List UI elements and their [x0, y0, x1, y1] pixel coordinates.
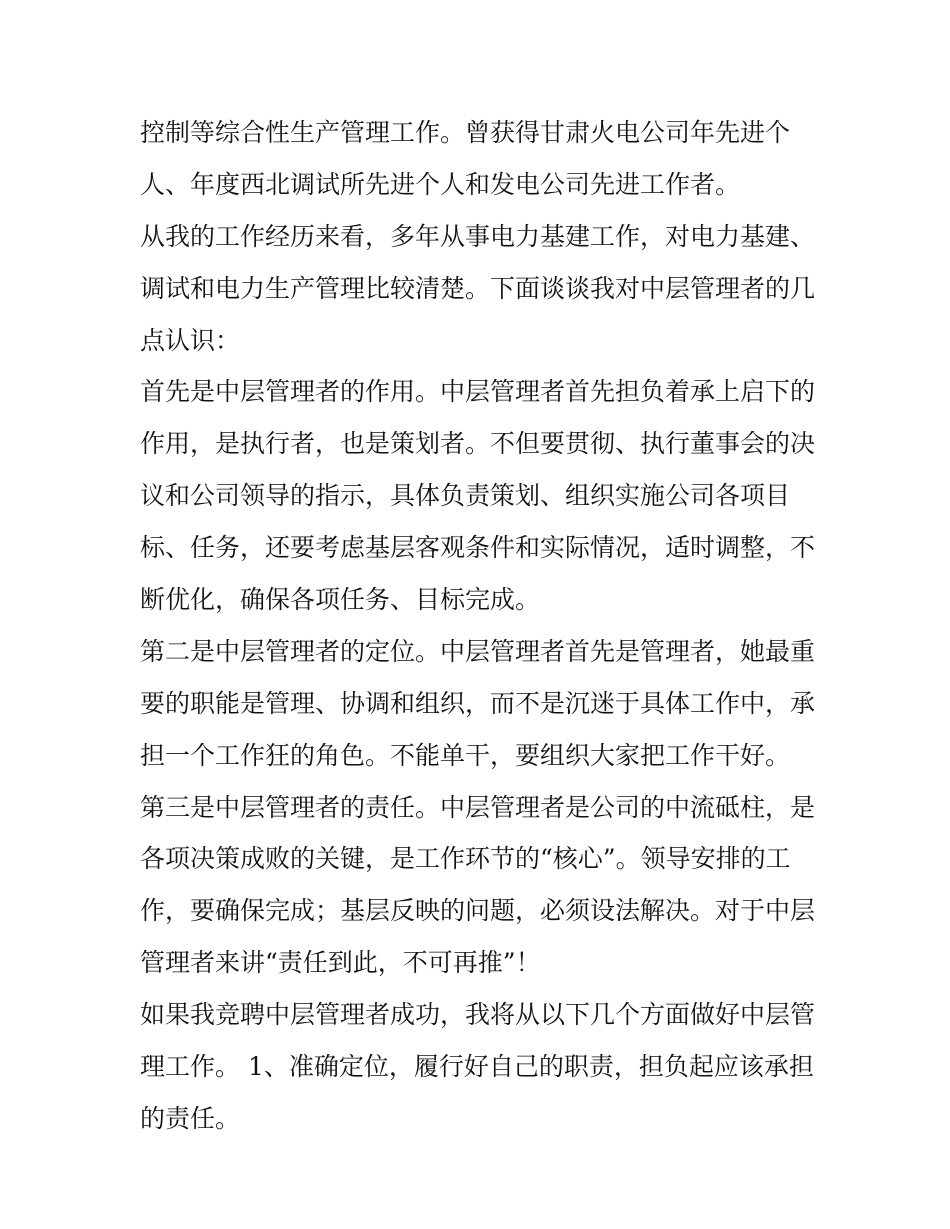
text-line: 点认识：: [140, 325, 241, 355]
text-line: 担一个工作狂的角色。不能单干，要组织大家把工作干好。: [140, 740, 791, 770]
text-line: 首先是中层管理者的作用。中层管理者首先担负着承上启下的: [140, 377, 816, 407]
text-line: 议和公司领导的指示，具体负责策划、组织实施公司各项目: [140, 481, 791, 511]
text-line: 断优化，确保各项任务、目标完成。: [140, 585, 541, 615]
text-line: 作，要确保完成；基层反映的问题，必须设法解决。对于中层: [140, 896, 816, 926]
text-line: 标、任务，还要考虑基层客观条件和实际情况，适时调整，不: [140, 533, 816, 563]
text-line: 的责任。: [140, 1103, 241, 1133]
text-line: 调试和电力生产管理比较清楚。下面谈谈我对中层管理者的几: [140, 273, 816, 303]
text-line: 要的职能是管理、协调和组织，而不是沉迷于具体工作中，承: [140, 688, 816, 718]
text-line: 理工作。 1、准确定位，履行好自己的职责，担负起应该承担: [140, 1052, 814, 1082]
text-line: 从我的工作经历来看，多年从事电力基建工作，对电力基建、: [140, 221, 816, 251]
text-line: 作用，是执行者，也是策划者。不但要贯彻、执行董事会的决: [140, 429, 816, 459]
body-text: [140, 107, 820, 1145]
text-line: 第二是中层管理者的定位。中层管理者首先是管理者，她最重: [140, 636, 816, 666]
text-line: 如果我竞聘中层管理者成功，我将从以下几个方面做好中层管: [140, 1000, 816, 1030]
text-line: 管理者来讲“责任到此，不可再推”！: [140, 948, 541, 978]
text-line: 控制等综合性生产管理工作。曾获得甘肃火电公司年先进个: [140, 118, 791, 147]
text-line: 人、年度西北调试所先进个人和发电公司先进工作者。: [140, 169, 741, 199]
text-line: 第三是中层管理者的责任。中层管理者是公司的中流砥柱，是: [140, 792, 816, 822]
text-line: 各项决策成败的关键，是工作环节的“核心”。领导安排的工: [140, 844, 791, 874]
